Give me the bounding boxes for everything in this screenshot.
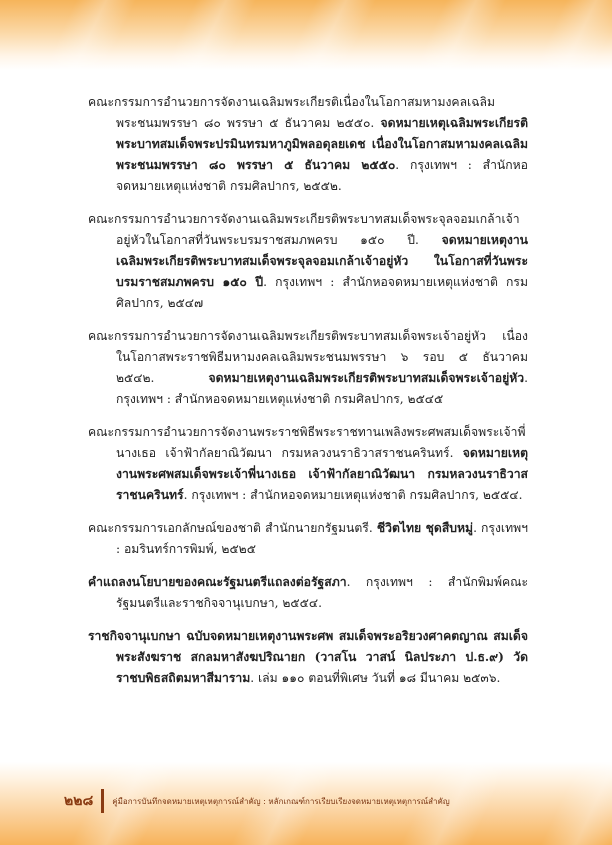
footer-divider	[101, 789, 104, 813]
entry-title: ราชกิจจานุเบกษา ฉบับจดหมายเหตุงานพระศพ สมเด็จพระอริยวงศาคตญาณ สมเด็จพระสังฆราช สกลมหาสังฆปริณายก (วาสโน วาสน์ นิลประภา ป.ธ.๙) วัดราชบพิธสถิตมหาสีมาราม	[88, 629, 528, 685]
bibliography-entry: คณะกรรมการอำนวยการจัดงานเฉลิมพระเกียรติเนื่องในโอกาสมหามงคลเฉลิมพระชนมพรรษา ๘๐ พรรษา ๕ ธันวาคม ๒๕๕๐. จดหมายเหตุเฉลิมพระเกียรติพระบาทสมเด็จพระปรมินทรมหาภูมิพลอดุลยเดช เนื่องในโอกาสมหามงคลเฉลิมพระชนมพรรษา ๘๐ พรรษา ๕ ธันวาคม ๒๕๕๐. กรุงเทพฯ : สำนักหอจดหมายเหตุแห่งชาติ กรมศิลปากร, ๒๕๕๒.	[88, 95, 528, 193]
page-footer	[64, 788, 450, 814]
entry-title: จดหมายเหตุเฉลิมพระเกียรติพระบาทสมเด็จพระปรมินทรมหาภูมิพลอดุลยเดช เนื่องในโอกาสมหามงคลเฉลิมพระชนมพรรษา ๘๐ พรรษา ๕ ธันวาคม ๒๕๕๐	[116, 116, 528, 172]
bibliography-entry: ราชกิจจานุเบกษา ฉบับจดหมายเหตุงานพระศพ สมเด็จพระอริยวงศาคตญาณ สมเด็จพระสังฆราช สกลมหาสังฆปริณายก (วาสโน วาสน์ นิลประภา ป.ธ.๙) วัดราชบพิธสถิตมหาสีมาราม. เล่ม ๑๑๐ ตอนที่พิเศษ วันที่ ๑๘ มีนาคม ๒๕๓๖.	[88, 629, 528, 685]
bibliography-entry: คณะกรรมการเอกลักษณ์ของชาติ สำนักนายกรัฐมนตรี. ชีวิตไทย ชุดสืบหมู่. กรุงเทพฯ : อมรินทร์การพิมพ์, ๒๕๒๕	[88, 521, 528, 556]
bibliography-list	[88, 92, 528, 701]
bibliography-entry: คณะกรรมการอำนวยการจัดงานเฉลิมพระเกียรติพระบาทสมเด็จพระเจ้าอยู่หัว เนื่องในโอกาสพระราชพิธีมหามงคลเฉลิมพระชนมพรรษา ๖ รอบ ๕ ธันวาคม ๒๕๔๒. จดหมายเหตุงานเฉลิมพระเกียรติพระบาทสมเด็จพระเจ้าอยู่หัว. กรุงเทพฯ : สำนักหอจดหมายเหตุแห่งชาติ กรมศิลปากร, ๒๕๔๕	[88, 329, 528, 406]
page-number: ๒๒๘	[64, 793, 94, 809]
entry-title: จดหมายเหตุงานพระศพสมเด็จพระเจ้าพี่นางเธอ เจ้าฟ้ากัลยาณิวัฒนา กรมหลวงนราธิวาสราชนครินทร์	[116, 446, 528, 502]
entry-title: คำแถลงนโยบายของคณะรัฐมนตรีแถลงต่อรัฐสภา	[88, 575, 347, 589]
header-decoration	[0, 0, 612, 70]
bibliography-entry: คำแถลงนโยบายของคณะรัฐมนตรีแถลงต่อรัฐสภา. กรุงเทพฯ : สำนักพิมพ์คณะรัฐมนตรีและราชกิจจานุเบกษา, ๒๕๕๔.	[88, 575, 528, 610]
entry-title: จดหมายเหตุงานเฉลิมพระเกียรติพระบาทสมเด็จพระจุลจอมเกล้าเจ้าอยู่หัว ในโอกาสที่วันพระบรมราชสมภพครบ ๑๕๐ ปี	[116, 233, 528, 289]
entry-title: จดหมายเหตุงานเฉลิมพระเกียรติพระบาทสมเด็จพระเจ้าอยู่หัว	[208, 371, 525, 385]
footer-title: คู่มือการบันทึกจดหมายเหตุเหตุการณ์สำคัญ : หลักเกณฑ์การเรียบเรียงจดหมายเหตุเหตุการณ์สำคัญ	[112, 796, 450, 806]
entry-title: ชีวิตไทย ชุดสืบหมู่	[376, 521, 474, 535]
bibliography-entry: คณะกรรมการอำนวยการจัดงานเฉลิมพระเกียรติพระบาทสมเด็จพระจุลจอมเกล้าเจ้าอยู่หัวในโอกาสที่วันพระบรมราชสมภพครบ ๑๕๐ ปี. จดหมายเหตุงานเฉลิมพระเกียรติพระบาทสมเด็จพระจุลจอมเกล้าเจ้าอยู่หัว ในโอกาสที่วันพระบรมราชสมภพครบ ๑๕๐ ปี. กรุงเทพฯ : สำนักหอจดหมายเหตุแห่งชาติ กรมศิลปากร, ๒๕๔๗	[88, 212, 528, 310]
bibliography-entry: คณะกรรมการอำนวยการจัดงานพระราชพิธีพระราชทานเพลิงพระศพสมเด็จพระเจ้าพี่นางเธอ เจ้าฟ้ากัลยาณิวัฒนา กรมหลวงนราธิวาสราชนครินทร์. จดหมายเหตุงานพระศพสมเด็จพระเจ้าพี่นางเธอ เจ้าฟ้ากัลยาณิวัฒนา กรมหลวงนราธิวาสราชนครินทร์. กรุงเทพฯ : สำนักหอจดหมายเหตุแห่งชาติ กรมศิลปากร, ๒๕๕๔.	[88, 425, 528, 502]
